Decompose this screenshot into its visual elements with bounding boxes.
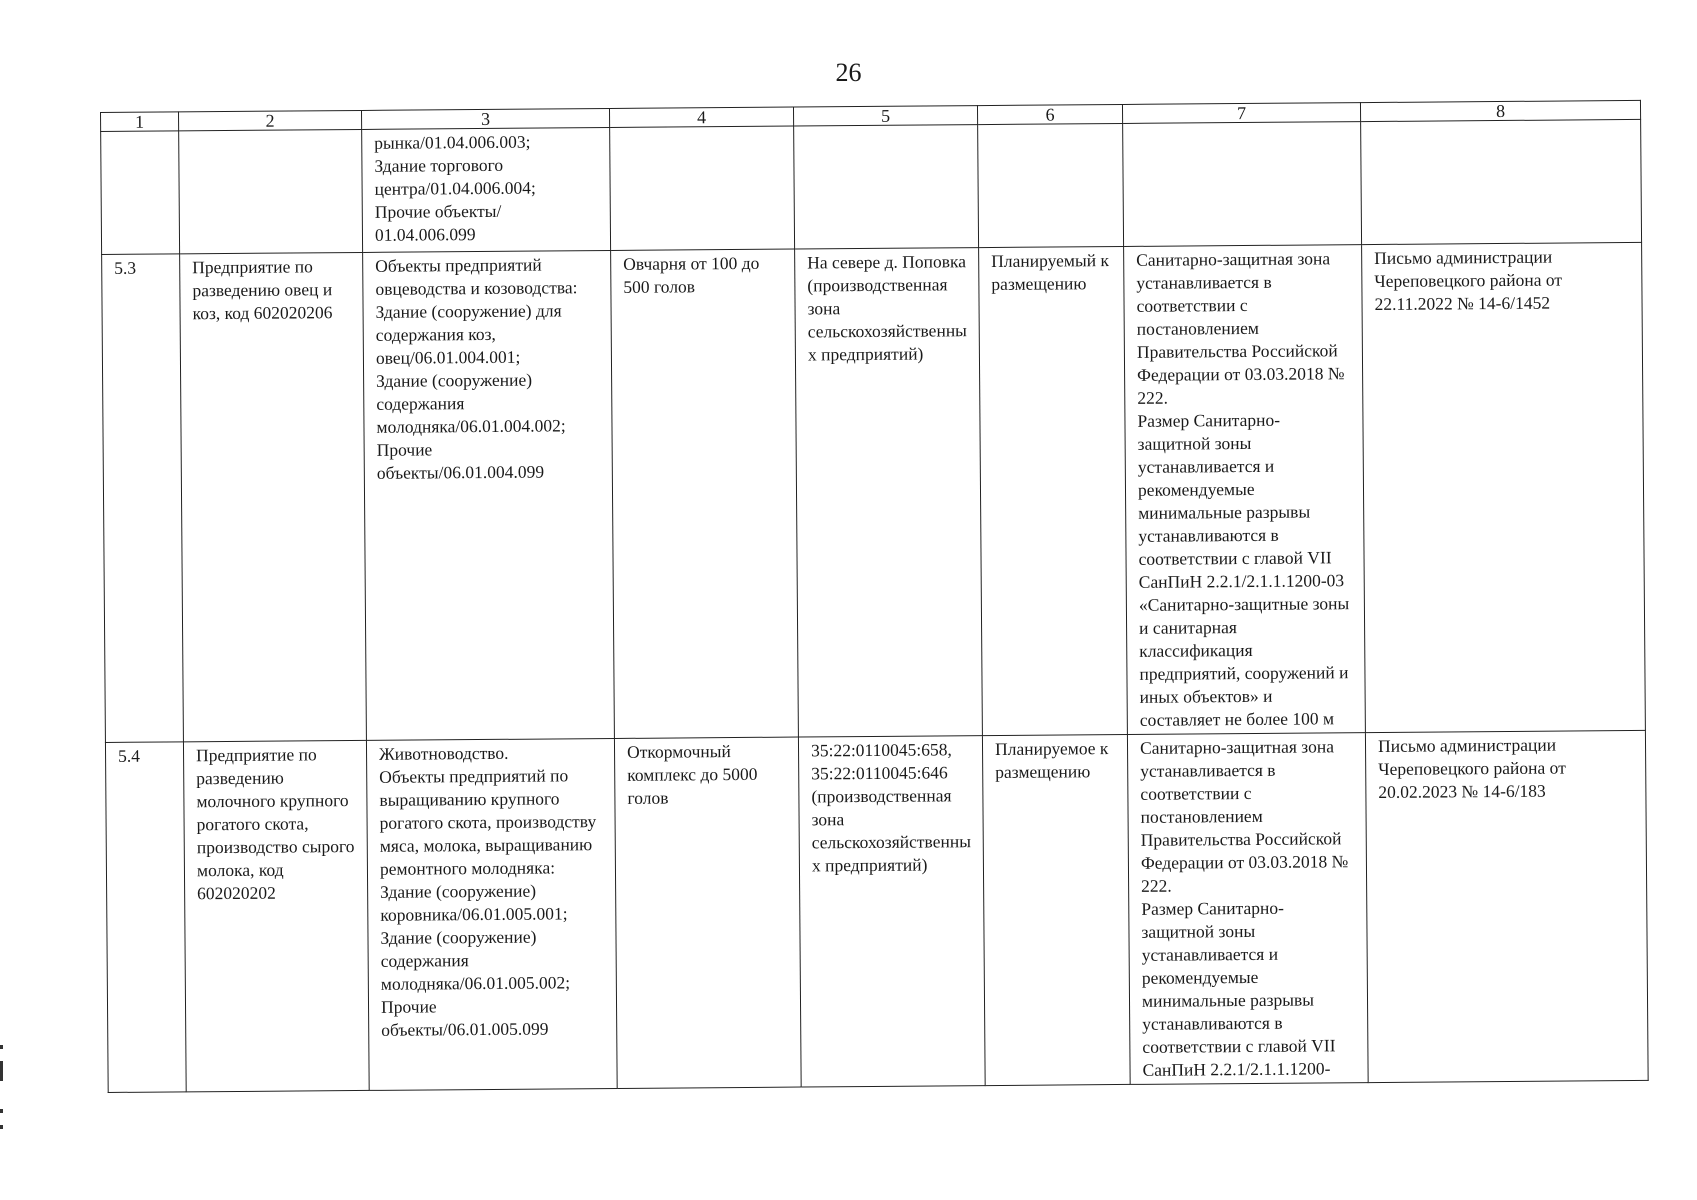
cell-location: На севере д. Поповка (производственная зона сельскохозяйственных предприятий) (795, 248, 983, 737)
cell-empty (1123, 122, 1362, 247)
cell-source-letter: Письмо администрации Череповецкого района от 20.02.2023 № 14-6/183 (1365, 730, 1648, 1082)
column-header-2: 2 (179, 110, 362, 130)
cell-objects (362, 127, 611, 252)
scan-mark (0, 1045, 3, 1049)
column-header-1: 1 (101, 112, 179, 132)
zone-paragraph: Санитарно-защитная зона устанавливается в соответствии с постановлением Правительства Российской Федерации от 03.03.2018 № 222. (1136, 248, 1345, 408)
cell-empty (179, 129, 363, 253)
cell-empty (610, 126, 795, 250)
objects-line: Объекты предприятий овцеводства и козоводства: (375, 254, 578, 299)
column-header-3: 3 (361, 108, 609, 129)
cell-number: 5.3 (102, 254, 184, 743)
cell-location: 35:22:0110045:658, 35:22:0110045:646 (производственная зона сельскохозяйственных предприятий) (798, 736, 985, 1087)
cell-enterprise-name: Предприятие по разведению овец и коз, код 602020206 (180, 252, 367, 741)
objects-table (100, 100, 1649, 1093)
objects-line: Здание (сооружение) для содержания коз, овец/06.01.004.001; (375, 300, 562, 368)
objects-line: Здание (сооружение) содержания молодняка/06.01.004.002; (376, 369, 566, 437)
cell-capacity: Откормочный комплекс до 5000 голов (614, 737, 801, 1088)
document-sheet (100, 100, 1648, 1093)
objects-line: Здание торгового центра/01.04.006.004; (374, 154, 536, 199)
scan-margin-marks (0, 1045, 6, 1141)
table-row-continuation (101, 119, 1642, 254)
zone-paragraph: Санитарно-защитная зона устанавливается в соответствии с постановлением Правительства Российской Федерации от 03.03.2018 № 222. (1139, 736, 1349, 896)
objects-line: Прочие объекты/06.01.004.099 (376, 439, 545, 483)
column-header-8: 8 (1360, 100, 1640, 121)
cell-empty (978, 123, 1124, 247)
cell-sanitary-zone (1127, 733, 1368, 1085)
cell-empty (794, 125, 979, 249)
table-row (102, 242, 1646, 742)
cell-objects (366, 738, 617, 1090)
cell-empty (101, 131, 180, 255)
cell-sanitary-zone (1124, 245, 1366, 735)
objects-line: Здание (сооружение) содержания молодняка/06.01.005.002; (380, 926, 571, 994)
table-row (105, 730, 1648, 1092)
scan-mark (0, 1109, 3, 1113)
column-header-6: 6 (977, 104, 1122, 124)
objects-line: Прочие объекты/ 01.04.006.099 (374, 200, 502, 245)
zone-paragraph: Размер Санитарно-защитной зоны устанавливается и рекомендуемые минимальные разрывы устанавливаются в соответствии с главой VII СанПиН 2.2.1/2.1.1.1200- (1141, 897, 1336, 1080)
cell-capacity: Овчарня от 100 до 500 голов (611, 249, 799, 738)
column-header-4: 4 (609, 107, 793, 127)
scan-mark (0, 1061, 3, 1081)
cell-source-letter: Письмо администрации Череповецкого района от 22.11.2022 № 14-6/1452 (1362, 242, 1646, 732)
cell-objects (363, 250, 615, 740)
cell-enterprise-name: Предприятие по разведению молочного крупного рогатого скота, производство сырого молока, код 602020202 (183, 740, 369, 1091)
column-header-7: 7 (1122, 103, 1360, 124)
cell-status: Планируемое к размещению (982, 734, 1130, 1085)
objects-line: рынка/01.04.006.003; (374, 131, 531, 153)
objects-line: Животноводство. (378, 742, 509, 764)
cell-empty (1361, 119, 1642, 244)
cell-number: 5.4 (105, 742, 186, 1093)
scan-mark (0, 1125, 3, 1129)
column-header-5: 5 (793, 106, 977, 126)
zone-paragraph: Размер Санитарно-защитной зоны устанавливается и рекомендуемые минимальные разрывы устанавливаются в соответствии с главой VII СанПиН 2.2.1/2.1.1.1200-03 «Санитарно-защитные зоны и санитарная классификация предприятий, сооружений и иных объектов» и составляет не более 100 м (1137, 409, 1350, 730)
cell-status: Планируемый к размещению (979, 246, 1128, 735)
page-number: 26 (835, 58, 862, 87)
objects-line: Прочие объекты/06.01.005.099 (380, 996, 549, 1040)
objects-line: Объекты предприятий по выращиванию крупного рогатого скота, производству мяса, молока, выращиванию ремонтного молодняка: Здание (сооружение) коровника/06.01.005.001; (379, 765, 597, 925)
